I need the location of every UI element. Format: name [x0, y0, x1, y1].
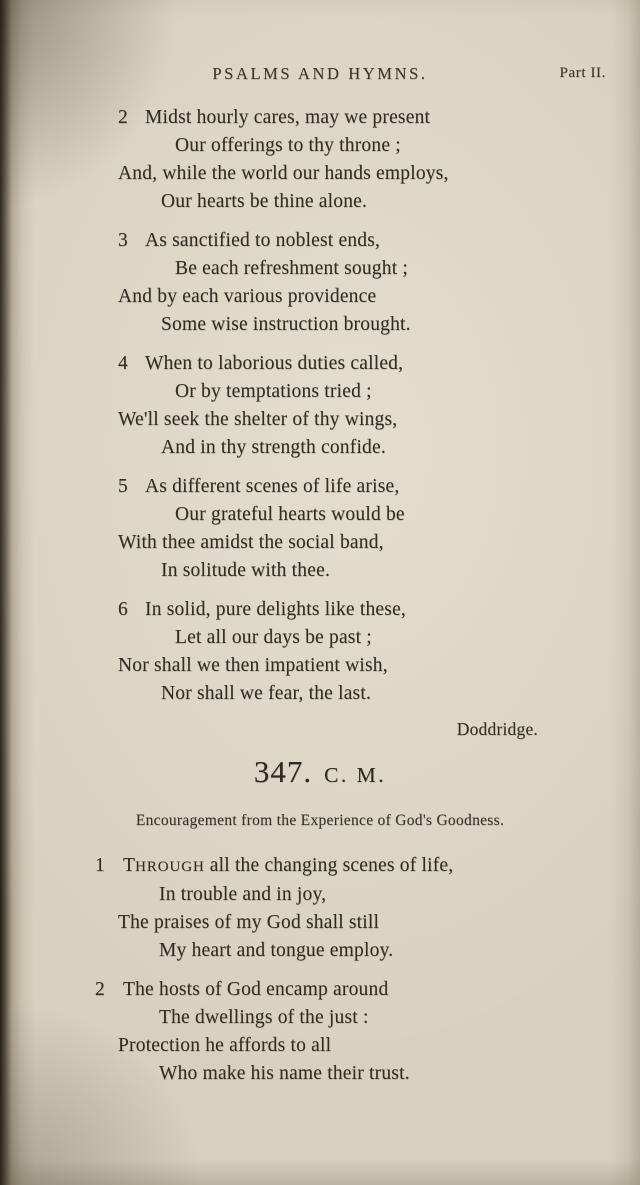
verse-line: Our offerings to thy throne ; — [175, 135, 401, 156]
verse-line: Nor shall we fear, the last. — [161, 683, 372, 704]
smallcaps-lead-word: THROUGH — [123, 855, 205, 876]
stanza-number: 4 — [118, 353, 128, 374]
running-title: PSALMS AND HYMNS. — [212, 64, 428, 83]
stanza-number: 3 — [118, 230, 128, 251]
verse-line: In solitude with thee. — [161, 560, 331, 581]
verse-line: Who make his name their trust. — [159, 1063, 410, 1084]
stanza — [118, 104, 640, 216]
stanza — [118, 596, 640, 708]
verse-line: In solid, pure delights like these, — [145, 599, 406, 620]
hymn-meter: C. M. — [324, 763, 387, 787]
running-header — [0, 64, 640, 86]
verse-line: The praises of my God shall still — [118, 912, 380, 933]
verse-line: Our hearts be thine alone. — [161, 191, 368, 212]
verse-line: Midst hourly cares, may we present — [145, 107, 431, 128]
verse-line: THROUGH all the changing scenes of life, — [123, 855, 454, 876]
verse-line: And by each various providence — [118, 286, 377, 307]
stanza-number: 6 — [118, 599, 128, 620]
verse-line: Or by temptations tried ; — [175, 381, 372, 402]
hymn-subtitle: Encouragement from the Experience of God's Goodness. — [135, 812, 505, 829]
verse-line: The dwellings of the just : — [159, 1007, 369, 1028]
stanza-number: 2 — [95, 979, 105, 1000]
stanza — [118, 350, 640, 462]
verse-line: Some wise instruction brought. — [161, 314, 411, 335]
hymn-number: 347. — [253, 754, 313, 789]
stanza — [95, 976, 640, 1088]
stanza — [118, 473, 640, 585]
attribution: Doddridge. — [456, 719, 538, 739]
part-label: Part II. — [559, 65, 606, 81]
verse-line: As sanctified to noblest ends, — [145, 230, 381, 251]
verse-line: With thee amidst the social band, — [118, 532, 384, 553]
verse-line: Protection he affords to all — [118, 1035, 332, 1056]
verse-line: And in thy strength confide. — [161, 437, 386, 458]
first-hymn-stanzas — [0, 104, 640, 708]
verse-line: In trouble and in joy, — [159, 884, 327, 905]
verse-line: Nor shall we then impatient wish, — [118, 655, 388, 676]
stanza — [118, 227, 640, 339]
verse-line: The hosts of God encamp around — [123, 979, 389, 1000]
verse-line: Let all our days be past ; — [175, 627, 372, 648]
verse-line: When to laborious duties called, — [145, 353, 404, 374]
stanza-number: 5 — [118, 476, 128, 497]
hymn-347-stanzas — [0, 852, 640, 1088]
verse-line: And, while the world our hands employs, — [118, 163, 449, 184]
verse-line: We'll seek the shelter of thy wings, — [118, 409, 398, 430]
stanza — [95, 852, 640, 965]
stanza-number: 1 — [95, 855, 105, 876]
verse-line: As different scenes of life arise, — [145, 476, 400, 497]
hymn-heading — [0, 754, 640, 798]
stanza-number: 2 — [118, 107, 128, 128]
verse-line: Our grateful hearts would be — [175, 504, 405, 525]
verse-line: Be each refreshment sought ; — [175, 258, 409, 279]
verse-line: My heart and tongue employ. — [159, 940, 394, 961]
